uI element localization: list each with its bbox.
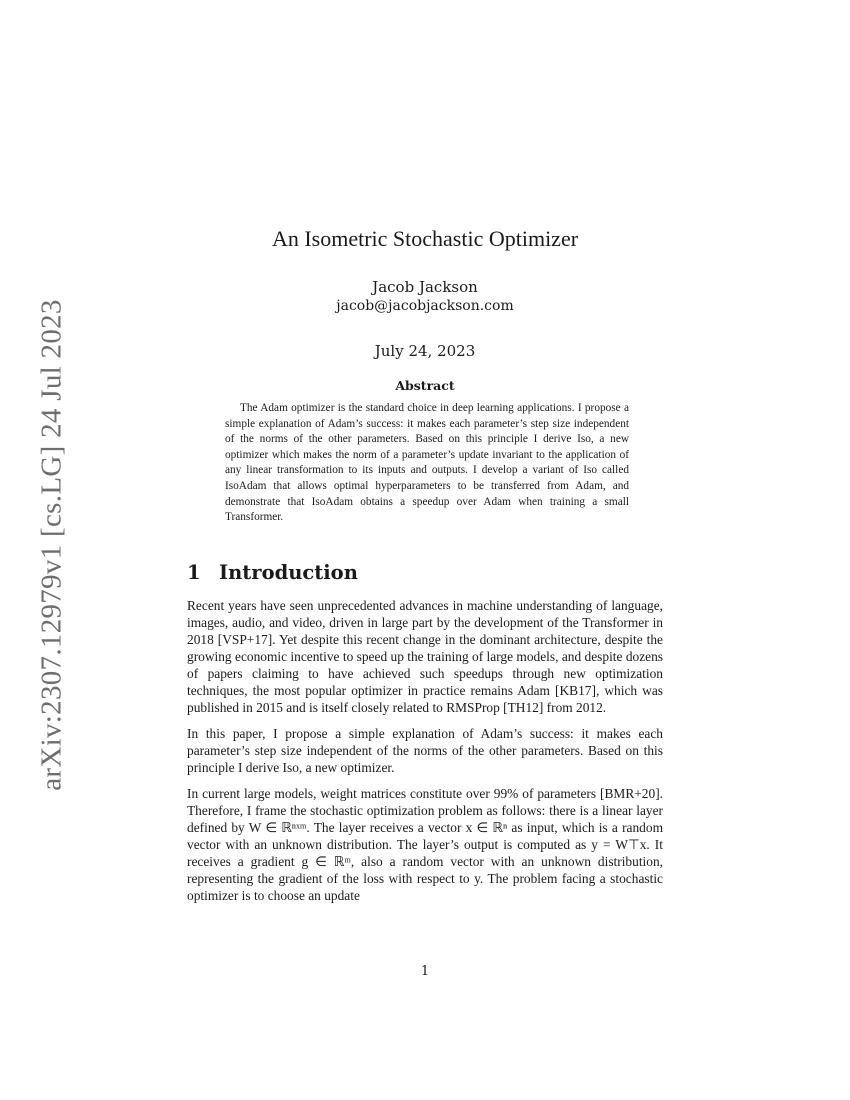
section-title: Introduction bbox=[219, 561, 358, 584]
paragraph: In this paper, I propose a simple explanation of Adam’s success: it makes each parameter’s step size independent of the norms of the other parameters. Based on this principle I derive Iso, a new optimizer. bbox=[187, 726, 663, 775]
author-name: Jacob Jackson bbox=[372, 278, 478, 296]
section-number: 1 bbox=[187, 561, 201, 584]
paper-date: July 24, 2023 bbox=[374, 342, 476, 360]
author-email: jacob@jacobjackson.com bbox=[336, 298, 514, 314]
section-heading bbox=[187, 561, 358, 584]
paper-title: An Isometric Stochastic Optimizer bbox=[271, 226, 579, 251]
abstract-heading: Abstract bbox=[395, 378, 455, 393]
page-number: 1 bbox=[420, 964, 430, 979]
paragraph: Recent years have seen unprecedented advances in machine understanding of language, images, audio, and video, driven in large part by the development of the Transformer in 2018 [VSP+17]. Yet despite this recent change in the dominant architecture, despite the growing economic incentive to speed up the training of large models, and despite dozens of papers claiming to have achieved such speedups through new optimization techniques, the most popular optimizer in practice remains Adam [KB17], which was published in 2015 and is itself closely related to RMSProp [TH12] from 2012. bbox=[187, 598, 663, 715]
paragraph: In current large models, weight matrices constitute over 99% of parameters [BMR+20]. Therefore, I frame the stochastic optimization problem as follows: there is a linear layer defined by W ∈ ℝⁿˣᵐ. The layer receives a vector x ∈ ℝⁿ as input, which is a random vector with an unknown distribution. The layer’s output is computed as y = W⊤x. It receives a gradient g ∈ ℝᵐ, also a random vector with an unknown distribution, representing the gradient of the loss with respect to y. The problem facing a stochastic optimizer is to choose an update bbox=[187, 786, 663, 903]
arxiv-stamp: arXiv:2307.12979v1 [cs.LG] 24 Jul 2023 bbox=[35, 299, 68, 791]
body-text bbox=[187, 597, 663, 913]
abstract-text: The Adam optimizer is the standard choice in deep learning applications. I propose a simple explanation of Adam’s success: it makes each parameter’s step size independent of the norms of the other parameters. Based on this principle I derive Iso, a new optimizer which makes the norm of a parameter’s update invariant to the application of any linear transformation to its inputs and outputs. I develop a variant of Iso called IsoAdam that allows optimal hyperparameters to be transferred from Adam, and demonstrate that IsoAdam obtains a speedup over Adam when training a small Transformer. bbox=[225, 402, 629, 524]
abstract bbox=[225, 401, 629, 526]
